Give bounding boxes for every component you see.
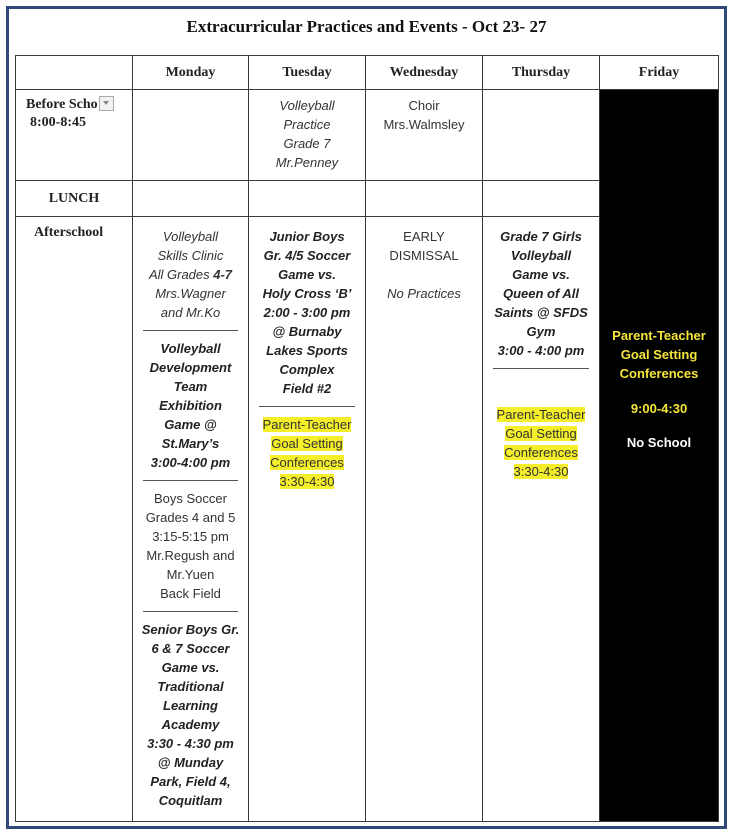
before-school-row	[16, 90, 719, 181]
monday-lunch-cell	[133, 181, 249, 217]
schedule-table	[15, 55, 719, 822]
monday-after-line: Academy	[161, 717, 220, 732]
thursday-after-line: Queen of All	[502, 286, 580, 301]
monday-after-line: Back Field	[160, 586, 221, 601]
thursday-after-line: 3:00 - 4:00 pm	[497, 343, 585, 358]
thursday-lunch-cell	[483, 181, 600, 217]
afterschool-label: Afterschool	[34, 225, 104, 240]
monday-after-line: Skills Clinic	[157, 248, 224, 263]
lunch-label-cell	[16, 181, 133, 217]
before-school-time: 8:00-8:45	[30, 115, 86, 130]
divider	[493, 368, 589, 369]
monday-after-line: Mrs.Wagner	[155, 286, 226, 301]
wednesday-lunch-cell	[366, 181, 483, 217]
monday-after-line: @ Munday	[157, 755, 224, 770]
tuesday-after-line: Complex	[279, 362, 335, 377]
monday-after-line: Team	[173, 379, 208, 394]
monday-after-line: Game vs.	[161, 660, 220, 675]
tuesday-before-cell	[249, 90, 366, 181]
wednesday-before-line: Mrs.Walmsley	[383, 117, 465, 132]
page-title: Extracurricular Practices and Events - Oct 23- 27	[186, 17, 547, 36]
day-header-friday: Friday	[600, 56, 719, 90]
monday-before-cell	[133, 90, 249, 181]
tuesday-before-line: Grade 7	[283, 136, 331, 151]
highlight-text: 3:30-4:30	[279, 474, 335, 489]
monday-after-line: Park, Field 4,	[150, 774, 231, 789]
tuesday-after-line: Holy Cross ‘B’	[262, 286, 352, 301]
before-school-label: Before Scho	[26, 97, 98, 112]
highlight-text: Parent-Teacher	[262, 417, 352, 432]
wednesday-after-line: DISMISSAL	[389, 248, 459, 263]
wednesday-before-line: Choir	[408, 98, 440, 113]
monday-after-line: Exhibition	[159, 398, 222, 413]
highlight-text: Goal Setting	[271, 436, 343, 451]
divider	[259, 406, 355, 407]
day-header-tuesday: Tuesday	[249, 56, 366, 90]
tuesday-after-line: Junior Boys	[269, 229, 345, 244]
friday-cell	[600, 90, 719, 822]
highlight-text: Conferences	[270, 455, 344, 470]
thursday-before-cell	[483, 90, 600, 181]
lunch-label: LUNCH	[48, 190, 100, 206]
dropdown-arrow-icon[interactable]	[99, 96, 114, 111]
monday-after-line: 3:15-5:15 pm	[152, 529, 229, 544]
day-header-thursday: Thursday	[483, 56, 600, 90]
monday-after-line: 6 & 7 Soccer	[151, 641, 230, 656]
highlight-text: Parent-Teacher	[496, 407, 586, 422]
wednesday-after-cell	[366, 217, 483, 822]
monday-after-line: and Mr.Ko	[160, 305, 221, 320]
wednesday-before-cell	[366, 90, 483, 181]
tuesday-after-line: 2:00 - 3:00 pm	[263, 305, 351, 320]
header-row	[16, 56, 719, 90]
tuesday-after-line: Gr. 4/5 Soccer	[263, 248, 351, 263]
thursday-after-line: Gym	[526, 324, 556, 339]
wednesday-after-line: EARLY	[403, 229, 445, 244]
monday-after-cell	[133, 217, 249, 822]
divider	[143, 480, 238, 481]
friday-line: Parent-Teacher	[612, 327, 706, 343]
thursday-after-line: Grade 7 Girls	[500, 229, 582, 244]
monday-after-line: Game @	[164, 417, 217, 432]
monday-after-line: 3:30 - 4:30 pm	[147, 736, 234, 751]
monday-after-line: Development	[149, 360, 232, 375]
tuesday-after-line: Field #2	[282, 381, 332, 396]
highlight-text: Conferences	[504, 445, 578, 460]
tuesday-after-line: Game vs.	[278, 267, 336, 282]
monday-after-line	[141, 265, 240, 284]
monday-after-line: Grades 4 and 5	[145, 510, 236, 525]
monday-after-text: All Grades	[148, 267, 214, 282]
tuesday-after-line: @ Burnaby	[272, 324, 342, 339]
highlight-text: 3:30-4:30	[513, 464, 569, 479]
monday-after-line: 3:00-4:00 pm	[150, 455, 231, 470]
highlight-text: Goal Setting	[505, 426, 577, 441]
before-school-label-cell	[16, 90, 133, 181]
monday-after-line: Mr.Yuen	[166, 567, 215, 582]
monday-after-line: Mr.Regush and	[146, 548, 235, 563]
friday-line: Conferences	[619, 365, 699, 381]
monday-after-line: St.Mary’s	[161, 436, 220, 451]
day-header-monday: Monday	[133, 56, 249, 90]
day-header-wednesday: Wednesday	[366, 56, 483, 90]
monday-after-line: Volleyball	[160, 341, 221, 356]
monday-after-line: Learning	[163, 698, 218, 713]
thursday-after-line: Game vs.	[512, 267, 570, 282]
tuesday-before-line: Practice	[283, 117, 331, 132]
tuesday-before-line: Mr.Penney	[275, 155, 339, 170]
monday-after-line: Volleyball	[162, 229, 219, 244]
afterschool-label-cell	[16, 217, 133, 822]
monday-after-line: Traditional	[157, 679, 224, 694]
friday-note: No School	[626, 434, 692, 450]
divider	[143, 611, 238, 612]
tuesday-before-line: Volleyball	[279, 98, 335, 113]
corner-cell	[16, 56, 133, 90]
divider	[143, 330, 238, 331]
tuesday-after-line: Lakes Sports	[266, 343, 348, 358]
monday-after-line: Boys Soccer	[154, 491, 227, 506]
thursday-after-line: Volleyball	[510, 248, 572, 263]
thursday-after-line: Saints @ SFDS	[494, 305, 588, 320]
monday-after-text: 4-7	[213, 267, 233, 282]
thursday-after-cell	[483, 217, 600, 822]
monday-after-line: Senior Boys Gr.	[141, 622, 240, 637]
schedule-frame	[6, 6, 727, 829]
tuesday-lunch-cell	[249, 181, 366, 217]
monday-after-line: Coquitlam	[158, 793, 223, 808]
friday-line: Goal Setting	[620, 346, 698, 362]
tuesday-after-cell	[249, 217, 366, 822]
friday-time: 9:00-4:30	[630, 400, 688, 416]
wednesday-after-line: No Practices	[387, 286, 461, 301]
